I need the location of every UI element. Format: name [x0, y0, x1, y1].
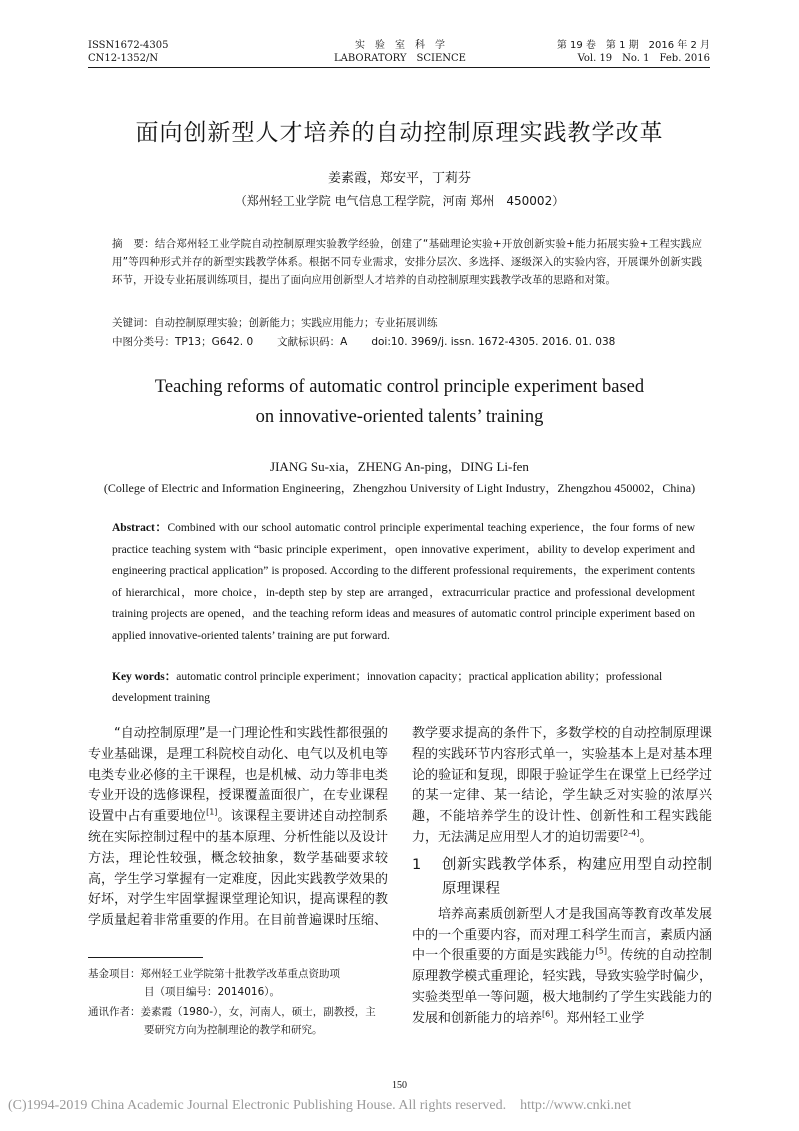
body-text: 。郑州轻工业学: [553, 1010, 645, 1026]
citation-ref: [1]: [206, 807, 218, 817]
citation-ref: [6]: [542, 1009, 554, 1019]
title-en-line2: on innovative-oriented talents’ training: [255, 407, 544, 427]
authors-en: JIANG Su-xia，ZHENG An-ping，DING Li-fen: [270, 459, 529, 474]
citation-ref: [5]: [595, 947, 608, 957]
page-number: 150: [392, 1080, 407, 1091]
affiliation-cn: （郑州轻工业学院 电气信息工程学院，河南 郑州 450002）: [234, 194, 565, 208]
header-issue-cn: 第 19 卷 第 1 期 2016 年 2 月: [556, 40, 710, 51]
doc-code-value: A: [340, 336, 348, 348]
section-title: 创新实践教学体系，构建应用型自动控制原理课程: [442, 856, 712, 897]
clc-value: TP13；G642. 0: [175, 336, 254, 348]
header-issue-en: Vol. 19 No. 1 Feb. 2016: [577, 53, 710, 64]
keywords-cn-text: 自动控制原理实验；创新能力；实践应用能力；专业拓展训练: [154, 317, 438, 329]
doc-code-label: 文献标识码：: [277, 336, 341, 348]
section-number: 1: [412, 856, 422, 873]
body-right-column: [412, 724, 712, 1030]
copyright-notice: (C)1994-2019 China Academic Journal Electronic Publishing House. All rights reserved. http://www.cnki.net: [8, 1098, 632, 1113]
body-text: 。该课程主要讲述自动控制系统在实际控制过程中的基本原理、分析性能以及设计方法，理论性较强，概念较抽象，数学基础要求较高，学生学习掌握有一定难度，因此实践教学效果的好坏，对学生牢固掌握课堂理论知识，提高课程的教学质量起着非常重要的作用。在目前普遍课时压缩、: [88, 809, 388, 929]
footnote-rule: [88, 957, 203, 958]
keywords-cn-label: 关键词：: [112, 317, 154, 329]
fund-label: 基金项目：: [88, 968, 141, 980]
affiliation-en: (College of Electric and Information Engineering，Zhengzhou University of Light Industry，Zhengzhou 450002，China): [103, 481, 696, 495]
abstract-en: [112, 518, 695, 648]
body-left-column: [88, 724, 388, 932]
keywords-cn: [112, 314, 702, 332]
classification-line: [112, 333, 702, 351]
author-label: 通讯作者：: [88, 1006, 141, 1018]
author-text: 姜素霞（1980-），女，河南人，硕士，副教授，主: [140, 1006, 376, 1018]
body-text: 教学要求提高的条件下，多数学校的自动控制原理课程的实践环节内容形式单一，实验基本上是对基本理论的验证和复现，即限于验证学生在课堂上已经学过的某一定律、某一结论，学生缺乏对实验的浓厚兴趣，不能培养学生的设计性、创新性和工程实践能力，无法满足应用型人才的迫切需要: [412, 726, 712, 845]
clc-label: 中图分类号：: [112, 336, 175, 348]
body-paragraph: [412, 905, 712, 1030]
abstract-cn-label: 摘 要：: [112, 238, 155, 250]
abstract-en-text: Combined with our school automatic control principle experimental teaching experience，the four forms of new practice teaching system with “basic principle experiment，open innovative experiment，ability to develop experiment and engineering practical application” is proposed. According to the different professional requirements，the experiment contents of hierarchical，more choice，in-depth step by step are arranged，extracurricular practice and professional development training projects are opened，and the teaching reform ideas and measures of automatic control principle experiment based on applied innovative-oriented talents’ training are put forward.: [112, 522, 696, 642]
keywords-en-text: automatic control principle experiment；innovation capacity；practical application ability；professional development training: [112, 671, 663, 704]
body-paragraph: [412, 724, 712, 849]
header-issn: ISSN1672-4305: [88, 40, 169, 51]
doi: doi:10. 3969/j. issn. 1672-4305. 2016. 01. 038: [371, 336, 616, 348]
paper-title-en: [0, 372, 799, 432]
citation-ref: [2-4]: [620, 828, 640, 838]
header-journal-en: LABORATORY SCIENCE: [334, 53, 466, 64]
section-heading: [412, 853, 712, 901]
abstract-en-label: Abstract：: [112, 522, 168, 534]
body-text: 培养高素质创新型人才是我国高等教育改革发展中的一个重要内容，而对理工科学生而言，素质内涵中一个很重要的方面是实践能力: [412, 906, 712, 964]
body-text: “自动控制原理”是一门理论性和实践性都很强的专业基础课，是理工科院校自动化、电气以及机电等电类专业必修的主干课程，也是机械、动力等非电类专业开设的选修课程，授课覆盖面很广，在专业课程设置中占有重要地位: [88, 726, 388, 825]
title-en-line1: Teaching reforms of automatic control principle experiment based: [154, 377, 645, 397]
keywords-en: [112, 667, 695, 709]
fund-text-cont: 目（项目编号：2014016）。: [144, 986, 281, 998]
header-rule: [88, 67, 710, 68]
footnote-fund: [88, 965, 388, 1001]
paper-title-cn: 面向创新型人才培养的自动控制原理实践教学改革: [135, 120, 664, 146]
body-paragraph: [88, 724, 388, 932]
authors-cn: 姜素霞，郑安平，丁莉芬: [327, 171, 471, 186]
author-text-cont: 要研究方向为控制理论的教学和研究。: [144, 1024, 323, 1036]
body-text: 。传统的自动控制原理教学模式重理论，轻实践，导致实验学时偏少，实验类型单一等问题，极大地制约了学生实践能力的发展和创新能力的培养: [412, 948, 712, 1026]
abstract-cn-text: 结合郑州轻工业学院自动控制原理实验教学经验，创建了“基础理论实验+开放创新实验+能力拓展实验+工程实践应用”等四种形式并存的新型实践教学体系。根据不同专业需求，安排分层次、多选择、逐级深入的实验内容，开展课外创新实践环节，开设专业拓展训练项目，提出了面向应用创新型人才培养的自动控制原理实践教学改革的思路和对策。: [112, 238, 702, 286]
body-text: 。: [639, 829, 653, 845]
header-cn: CN12-1352/N: [88, 53, 159, 64]
footnote-author: [88, 1003, 388, 1039]
abstract-cn: [112, 235, 702, 289]
fund-text: 郑州轻工业学院第十批教学改革重点资助项: [140, 968, 340, 980]
header-journal-cn: 实 验 室 科 学: [355, 40, 445, 51]
keywords-en-label: Key words：: [112, 671, 177, 683]
